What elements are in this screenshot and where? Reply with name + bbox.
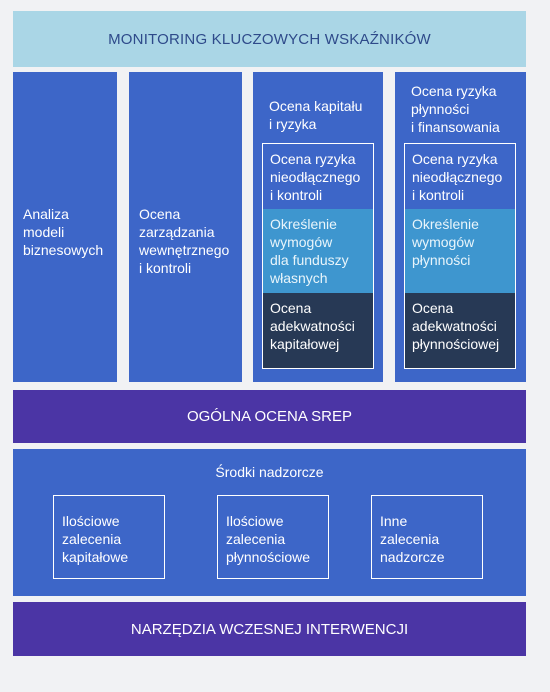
srep-bar: [13, 390, 526, 443]
capital-inner-box: [262, 143, 374, 369]
governance-label: Ocena zarządzania wewnętrznego i kontroli: [139, 206, 230, 276]
liquidity-recommendations-box: Ilościowe zalecenia płynnościowe: [217, 495, 329, 579]
liquidity-requirements: Określenie wymogów płynności: [405, 209, 515, 293]
liquidity-inner-box: [404, 143, 516, 369]
supervisory-measures-panel: [13, 449, 526, 596]
srep-label: OGÓLNA OCENA SREP: [186, 408, 353, 425]
capital-recommendations-box: Ilościowe zalecenia kapitałowe: [53, 495, 165, 579]
monitoring-label: MONITORING KLUCZOWYCH WSKAŹNIKÓW: [108, 30, 431, 48]
other-recommendations-box: Inne zalecenia nadzorcze: [371, 495, 483, 579]
capital-column: [253, 72, 383, 382]
liquidity-column: [395, 72, 526, 382]
liquidity-adequacy: Ocena adekwatności płynnościowej: [405, 293, 515, 368]
capital-inherent-risk: Ocena ryzyka nieodłącznego i kontroli: [270, 151, 361, 203]
liquidity-title: Ocena ryzyka płynności i finansowania: [411, 83, 500, 135]
governance-column: [129, 72, 242, 382]
capital-requirements: Określenie wymogów dla funduszy własnych: [263, 209, 373, 293]
capital-title: Ocena kapitału i ryzyka: [269, 98, 363, 132]
business-model-column: [13, 72, 117, 382]
liquidity-inherent-risk: Ocena ryzyka nieodłącznego i kontroli: [412, 151, 503, 203]
monitoring-bar: [13, 11, 526, 67]
business-model-label: Analiza modeli biznesowych: [23, 206, 104, 258]
capital-adequacy: Ocena adekwatności kapitałowej: [263, 293, 373, 368]
supervisory-measures-title: Środki nadzorcze: [215, 464, 324, 480]
early-intervention-label: NARZĘDZIA WCZESNEJ INTERWENCJI: [130, 620, 409, 638]
early-intervention-bar: [13, 602, 526, 656]
